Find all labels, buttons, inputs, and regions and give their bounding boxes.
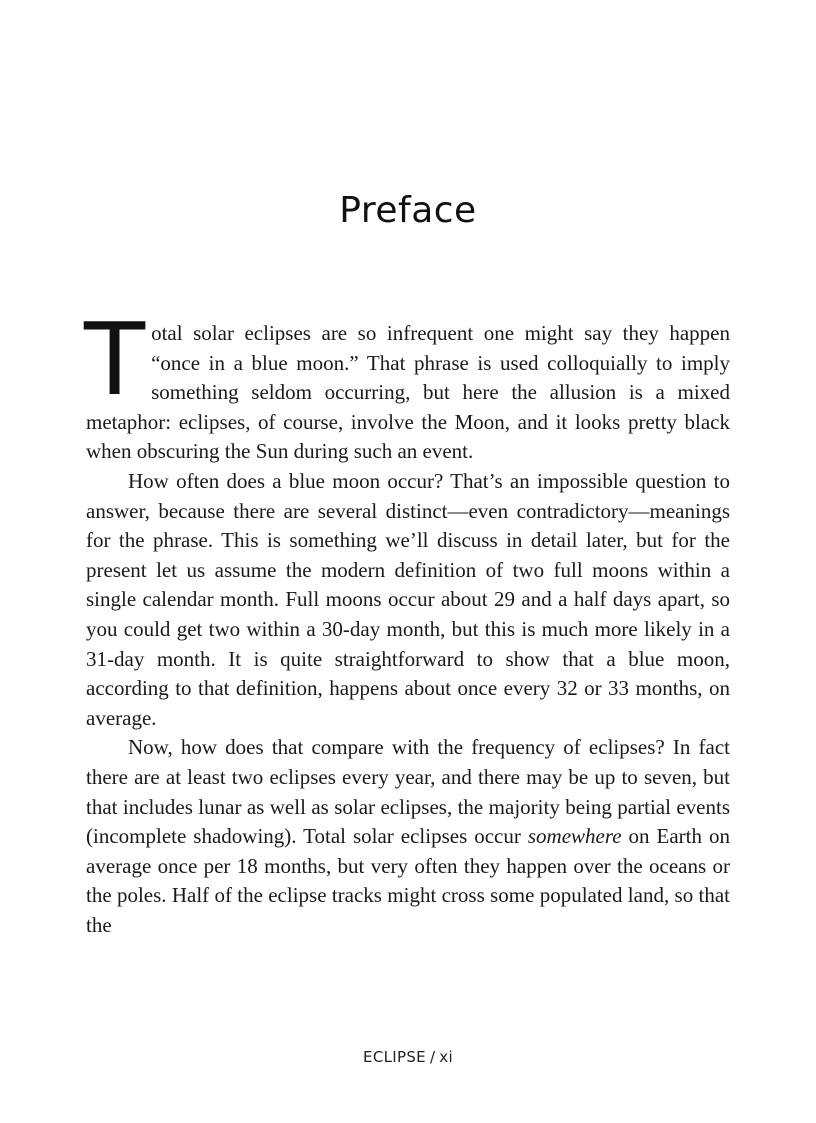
emphasis-somewhere: somewhere xyxy=(527,824,622,849)
page-footer xyxy=(0,1048,816,1066)
footer-page-number: xi xyxy=(439,1048,453,1066)
footer-separator: / xyxy=(429,1048,436,1066)
paragraph-1 xyxy=(84,301,730,467)
page-title: Preface xyxy=(339,190,477,231)
paragraph-3-text-start: Now, how does that compare with the frequency of eclipses? In fact there are at least two eclipses every year, and there may be up to seven, but that includes lunar as well as solar eclipses, the majority being partial events (incomplete shadowing). Total solar eclipses occur xyxy=(86,735,730,849)
drop-cap: T xyxy=(84,301,146,418)
paragraph-3 xyxy=(86,733,730,940)
footer-book-title: ECLIPSE xyxy=(363,1048,426,1066)
paragraph-1-text: otal solar eclipses are so infrequent one might say they happen “once in a blue moon.” That phrase is used colloquially to imply something seldom occurring, but here the allusion is a mixed metaphor: eclipses, of course, involve the Moon, and it looks pretty black when obscuring the Sun during such an event. xyxy=(86,321,730,464)
preface-body xyxy=(84,301,730,940)
paragraph-3-text-end: on Earth on average once per 18 months, but very often they happen over the oceans or the poles. Half of the eclipse tracks might cross some populated land, so that the xyxy=(86,824,730,937)
paragraph-2: How often does a blue moon occur? That’s an impossible question to answer, because there are several distinct—even contradictory—meanings for the phrase. This is something we’ll discuss in detail later, but for the present let us assume the modern definition of two full moons within a single calendar month. Full moons occur about 29 and a half days apart, so you could get two within a 30-day month, but this is much more likely in a 31-day month. It is quite straightforward to show that a blue moon, according to that definition, happens about once every 32 or 33 months, on average. xyxy=(86,468,730,730)
